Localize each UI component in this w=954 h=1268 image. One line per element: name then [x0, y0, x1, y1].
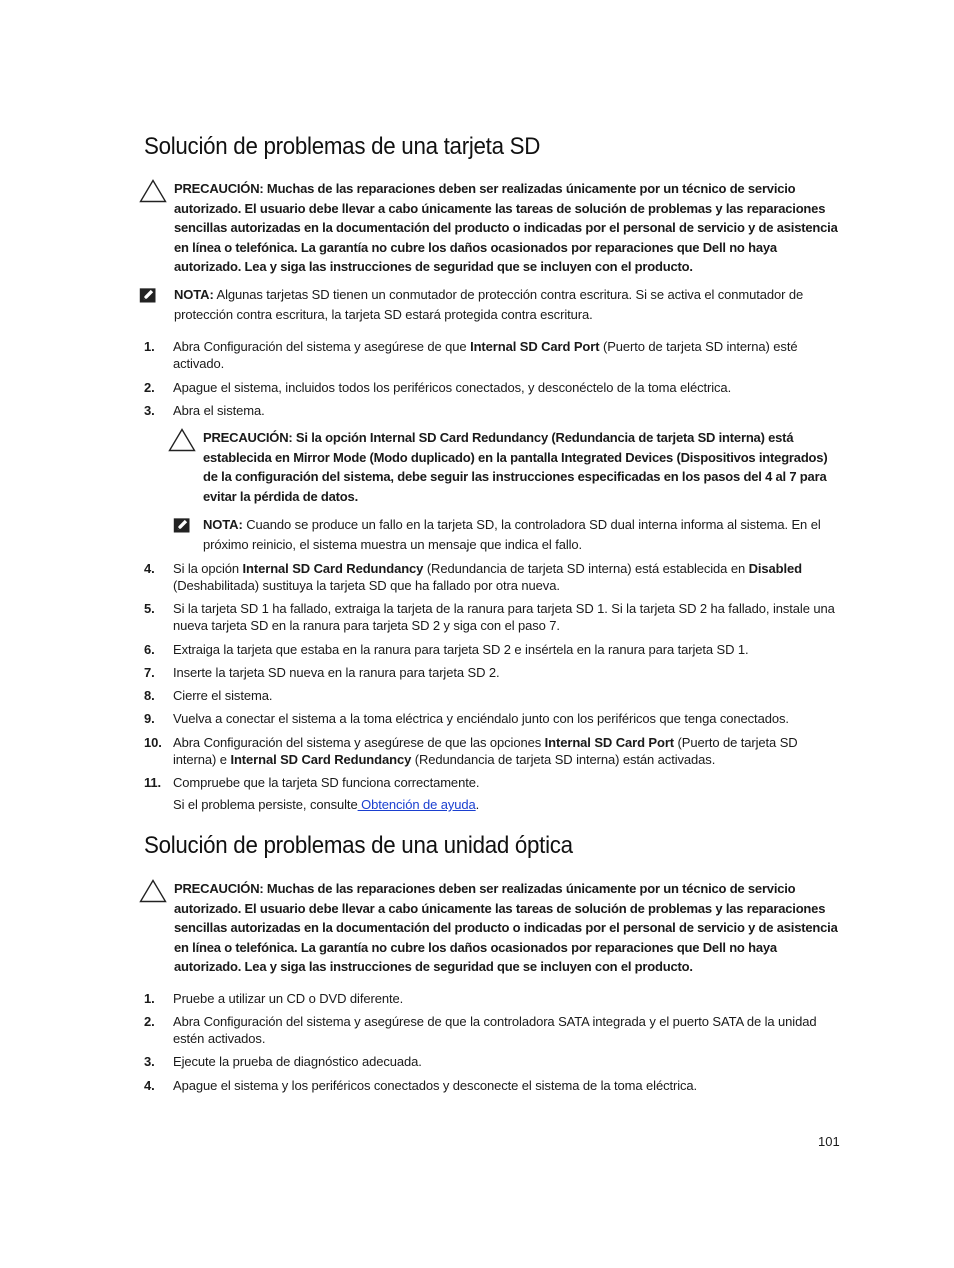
section-title-sd-card: Solución de problemas de una tarjeta SD [144, 133, 541, 160]
caution-callout [168, 428, 838, 508]
warning-triangle-icon [139, 179, 167, 203]
note-label: NOTA: [203, 517, 243, 532]
note-text: Cuando se produce un fallo en la tarjeta SD, la controladora SD dual interna informa al sistema. En el próximo reinicio, el sistema muestra un mensaje que indica el fallo. [203, 517, 821, 552]
persist-paragraph: Si el problema persiste, consulte Obtención de ayuda. [173, 797, 480, 812]
warning-triangle-icon [139, 879, 167, 903]
help-link[interactable]: Obtención de ayuda [357, 797, 476, 812]
document-page: Solución de problemas de una tarjeta SD PRECAUCIÓN: Muchas de las reparaciones deben ser realizadas únicamente por un técnico de servicio autorizado. El usuario debe llevar a cabo únicamente las tareas de solución de problemas y las reparaciones sencillas autorizadas en la documentación del producto o indicadas por el personal de servicio y de asistencia en línea o telefónica. La garantía no cubre los daños ocasionados por reparaciones que Dell no haya autorizado. Lea y siga las instrucciones de seguridad que se incluyen con el producto. NOTA: Algunas tarjetas SD tienen un conmutador de protección contra escritura. Si se activa el conmutador de protección contra escritura, la tarjeta SD estará protegida contra escritura. 1. Abra Configuración del sistema y asegúrese de que Internal SD Card Port (Puerto de tarjeta SD interna) esté activado. 2. Apague el sistema, incluidos todos los periféricos conectados, y desconéctelo de la toma eléctrica. 3. Abra el sistema. PRECAUCIÓN: Si la opción Internal SD Card Redundancy (Redundancia de tarjeta SD interna) está establecida en Mirror Mode (Modo duplicado) en la pantalla Integrated Devices (Dispositivos integrados) de la configuración del sistema, debe seguir las instrucciones especificadas en los pasos del 4 al 7 para evitar la pérdida de datos. NOTA: Cuando se produce un fallo en la tarjeta SD, la controladora SD dual interna informa al sistema. En el próximo reinicio, el sistema muestra un mensaje que indica el fallo. 4. Si la opción Internal SD Card Redundancy (Redundancia de tarjeta SD interna) está establecida en Disabled (Deshabilitada) sustituya la tarjeta SD que ha fallado por otra nueva. 5. Si la tarjeta SD 1 ha fallado, extraiga la tarjeta de la ranura para tarjeta SD 1. Si la tarjeta SD 2 ha fallado, instale una nueva tarjeta SD en la ranura para tarjeta SD 2 y siga con el paso 7. 6. Extraiga la tarjeta que estaba en la ranura para tarjeta SD 2 e insértela en la ranura para tarjeta SD 1. 7. Inserte la tarjeta SD nueva en la ranura para tarjeta SD 2. 8. Cierre el sistema. 9. Vuelva a conectar el sistema a la toma eléctrica y enciéndalo junto con los periféricos que tenga conectados. 10. Abra Configuración del sistema y asegúrese de que las opciones Internal SD Card Port (Puerto de tarjeta SD interna) e Internal SD Card Redundancy (Redundancia de tarjeta SD interna) están activadas. 11. Compruebe que la tarjeta SD funciona correctamente. Si el problema persiste, consulte Obtención de ayuda. Solución de problemas de una unidad óptica PRECAUCIÓN: Muchas de las reparaciones deben ser realizadas únicamente por un técnico de servicio autorizado. El usuario debe llevar a cabo únicamente las tareas de solución de problemas y las reparaciones sencillas autorizadas en la documentación del producto o indicadas por el personal de servicio y de asistencia en línea o telefónica. La garantía no cubre los daños ocasionados por reparaciones que Dell no haya autorizado. Lea y siga las instrucciones de seguridad que se incluyen con el producto. 1. Pruebe a utilizar un CD o DVD diferente. 2. Abra Configuración del sistema y asegúrese de que la controladora SATA integrada y el puerto SATA de la unidad estén activados. 3. Ejecute la prueba de diagnóstico adecuada. 4. Apague el sistema y los periféricos conectados y desconecte el sistema de la toma eléctrica. 101 [0, 0, 954, 1268]
section-title-optical-drive: Solución de problemas de una unidad óptica [144, 832, 573, 859]
caution-callout [139, 179, 839, 279]
warning-triangle-icon [168, 428, 196, 452]
note-label: NOTA: [174, 287, 214, 302]
note-pencil-icon [139, 287, 161, 307]
caution-text: PRECAUCIÓN: Si la opción Internal SD Card Redundancy (Redundancia de tarjeta SD interna) está establecida en Mirror Mode (Modo duplicado) en la pantalla Integrated Devices (Dispositivos integrados) de la configuración del sistema, debe seguir las instrucciones especificadas en los pasos del 4 al 7 para evitar la pérdida de datos. [203, 430, 828, 504]
note-callout [139, 285, 839, 325]
page-number: 101 [818, 1134, 840, 1149]
caution-text: PRECAUCIÓN: Muchas de las reparaciones deben ser realizadas únicamente por un técnico de servicio autorizado. El usuario debe llevar a cabo únicamente las tareas de solución de problemas y las reparaciones sencillas autorizadas en la documentación del producto o indicadas por el personal de servicio y de asistencia en línea o telefónica. La garantía no cubre los daños ocasionados por reparaciones que Dell no haya autorizado. Lea y siga las instrucciones de seguridad que se incluyen con el producto. [174, 881, 838, 974]
note-callout [168, 515, 838, 555]
note-text: Algunas tarjetas SD tienen un conmutador de protección contra escritura. Si se activa el conmutador de protección contra escritura, la tarjeta SD estará protegida contra escritura. [174, 287, 804, 322]
caution-text: PRECAUCIÓN: Muchas de las reparaciones deben ser realizadas únicamente por un técnico de servicio autorizado. El usuario debe llevar a cabo únicamente las tareas de solución de problemas y las reparaciones sencillas autorizadas en la documentación del producto o indicadas por el personal de servicio y de asistencia en línea o telefónica. La garantía no cubre los daños ocasionados por reparaciones que Dell no haya autorizado. Lea y siga las instrucciones de seguridad que se incluyen con el producto. [174, 181, 838, 274]
caution-callout [139, 879, 839, 979]
note-pencil-icon [173, 517, 195, 537]
